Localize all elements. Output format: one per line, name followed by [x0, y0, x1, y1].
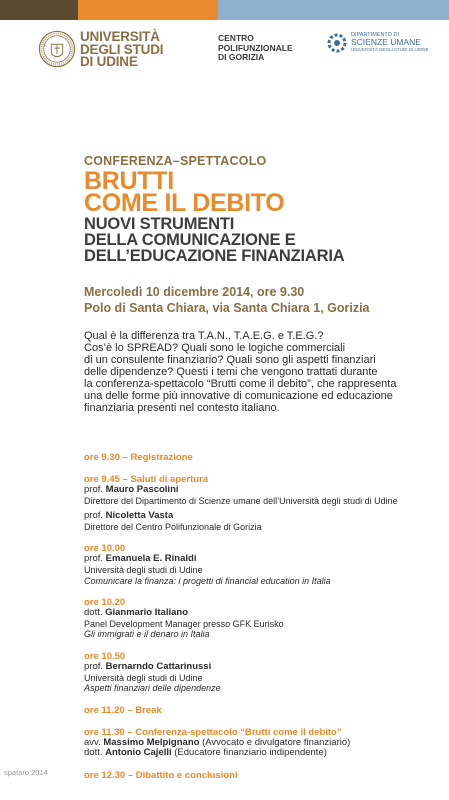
bar-segment-orange	[78, 0, 218, 20]
slot-1000	[84, 543, 444, 586]
slot-1130	[84, 727, 444, 759]
event-subtitle-line: DELLA COMUNICAZIONE E	[84, 231, 296, 249]
speaker-role: Università degli studi di Udine	[84, 672, 203, 683]
slot-time: ore 12.30 – Dibattito e conclusioni	[84, 769, 238, 781]
speaker-title: prof.	[84, 510, 106, 522]
event-intro	[84, 330, 444, 414]
dipartimento-line: SCIENZE UMANE	[351, 37, 421, 47]
speaker-name: Bernarndo Cattarinussi	[105, 660, 212, 672]
speaker-role: Università degli studi di Udine	[84, 564, 203, 575]
dipartimento-logo-icon	[326, 32, 348, 54]
intro-line: delle dipendenze? Questi i temi che vengono trattati durante	[84, 366, 378, 378]
centro-line: DI GORIZIA	[218, 52, 265, 62]
slot-time: ore 9.30 – Registrazione	[84, 452, 193, 463]
event-subtitle-line: NUOVI STRUMENTI	[84, 215, 235, 233]
header-logos	[0, 26, 449, 78]
event-main	[84, 154, 444, 414]
slot-break	[84, 705, 444, 716]
university-line: DI UDINE	[80, 54, 138, 69]
speaker-role: (Educatore finanziario indipendente)	[171, 747, 327, 759]
dipartimento-line: DIPARTIMENTO DI	[351, 32, 399, 38]
dipartimento-line: UNIVERSITÀ DEGLI STUDI DI UDINE	[351, 47, 429, 52]
intro-line: Cos’è lo SPREAD? Quali sono le logiche commerciali	[84, 342, 346, 354]
intro-line: finanziaria presenti nel contesto italiano.	[84, 402, 280, 414]
speaker-line	[84, 662, 444, 673]
centro-line: CENTRO	[218, 33, 254, 43]
speaker-line	[84, 485, 444, 496]
centro-polifunzionale-name	[218, 34, 293, 63]
intro-line: di un consulente finanziario? Quali sono gli aspetti finanziari	[84, 354, 376, 366]
dipartimento-name	[351, 32, 429, 52]
event-date: Mercoledì 10 dicembre 2014, ore 9.30	[84, 285, 305, 299]
speaker-role: Panel Development Manager presso GFK Eurisko	[84, 618, 284, 629]
speaker-name: Nicoletta Vasta	[105, 510, 174, 522]
speaker-title: prof.	[84, 484, 106, 495]
speaker-title: prof.	[84, 660, 106, 672]
speaker-title: prof.	[84, 553, 106, 565]
event-title-line: COME IL DEBITO	[84, 189, 285, 217]
slot-time: ore 10.20	[84, 597, 126, 609]
talk-topic: Comunicare la finanza: i progetti di financial education in Italia	[84, 575, 331, 586]
slot-time: ore 11.30 – Conferenza-spettacolo “Brutti come il debito”	[84, 726, 342, 738]
speaker-role: Direttore del Centro Polifunzionale di Gorizia	[84, 521, 262, 532]
event-venue: Polo di Santa Chiara, via Santa Chiara 1, Gorizia	[84, 301, 370, 315]
bar-segment-brown	[0, 0, 78, 20]
event-subtitle	[84, 216, 444, 264]
university-line: DEGLI STUDI	[80, 41, 164, 57]
speaker-role: (Avvocato e divulgatore finanziario)	[199, 736, 351, 748]
university-seal-icon	[38, 30, 76, 68]
event-title	[84, 167, 444, 217]
slot-saluti	[84, 474, 444, 532]
speaker-name: Gianmario Italiano	[105, 607, 189, 619]
slot-time: ore 9.45 – Saluti di apertura	[84, 474, 209, 485]
slot-time: ore 10.00	[84, 543, 126, 555]
slot-time: ore 10.50	[84, 650, 126, 662]
event-kicker: CONFERENZA–SPETTACOLO	[84, 154, 267, 168]
university-line: UNIVERSITÀ	[80, 29, 160, 44]
talk-topic: Gli immigrati e il denaro in Italia	[84, 629, 210, 640]
event-when-where	[84, 284, 444, 316]
speaker-name: Antonio Cajelli	[105, 747, 172, 759]
bar-segment-blue	[218, 0, 449, 20]
speaker-name: Mauro Pascolini	[105, 484, 179, 495]
centro-line: POLIFUNZIONALE	[218, 42, 293, 53]
intro-line: una delle forme più innovative di comunicazione ed educazione	[84, 390, 393, 402]
intro-line: la conferenza-spettacolo “Brutti come il debito”, che rappresenta	[84, 378, 397, 390]
slot-1050	[84, 651, 444, 694]
intro-line: Qual è la differenza tra T.A.N., T.A.E.G. e T.E.G.?	[84, 330, 324, 342]
speaker-name: Emanuela E. Rinaldi	[105, 553, 197, 565]
slot-time: ore 11.20 – Break	[84, 704, 162, 716]
speaker-line	[84, 608, 444, 619]
event-subtitle-line: DELL’EDUCAZIONE FINANZIARIA	[84, 247, 345, 265]
university-name	[80, 31, 163, 69]
speaker-title: dott.	[84, 747, 106, 759]
speaker-title: dott.	[84, 607, 106, 619]
program-schedule	[84, 452, 444, 792]
speaker-title: avv.	[84, 736, 104, 748]
slot-closing	[84, 770, 444, 781]
slot-1020	[84, 597, 444, 640]
talk-topic: Aspetti finanziari delle dipendenze	[84, 683, 221, 694]
slot-registrazione	[84, 452, 444, 463]
speaker-line	[84, 748, 444, 759]
speaker-line	[84, 511, 444, 522]
top-color-bar	[0, 0, 449, 20]
event-title-line: BRUTTI	[84, 167, 174, 195]
speaker-name: Massimo Melpignano	[103, 736, 200, 748]
speaker-role: Direttore del Dipartimento di Scienze umane dell’Università degli studi di Udine	[84, 495, 398, 506]
photo-credit: spataro 2014	[4, 768, 48, 777]
speaker-line	[84, 554, 444, 565]
